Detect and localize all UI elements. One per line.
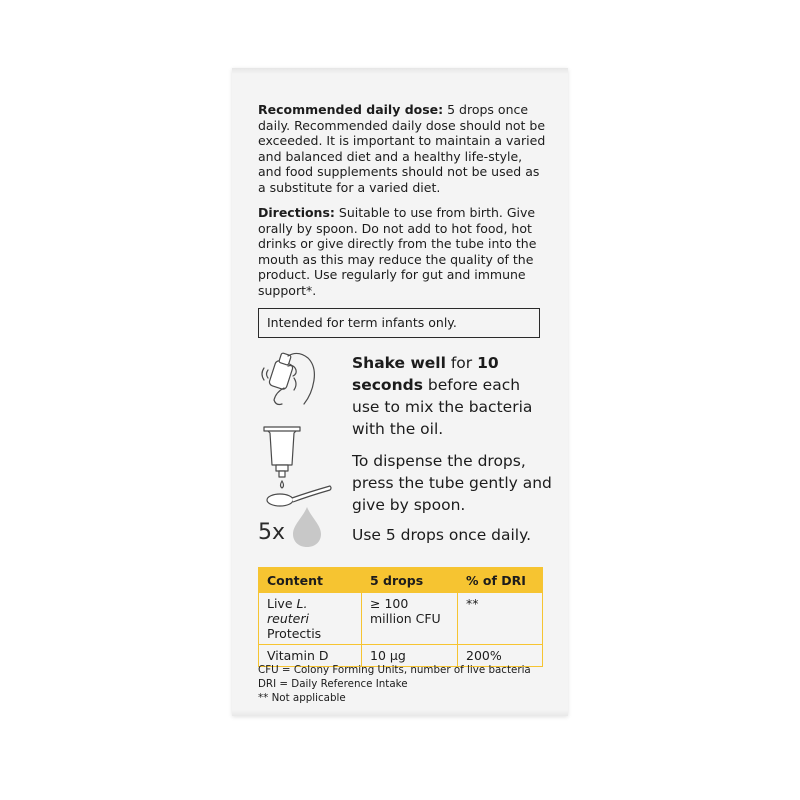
ingredient-italic: L. reuteri <box>267 596 309 626</box>
table-header-amount: 5 drops <box>362 568 458 593</box>
table-header-content: Content <box>259 568 362 593</box>
drop-count: 5x <box>258 520 286 545</box>
shake-bold-2: 10 seconds <box>352 354 499 394</box>
table-header-row <box>259 568 543 593</box>
table-cell-dri: ** <box>458 593 543 645</box>
footnote-dri: DRI = Daily Reference Intake <box>258 678 408 690</box>
shake-instruction <box>352 352 552 440</box>
panel-bottom-edge <box>232 710 568 716</box>
dose-label: Recommended daily dose: <box>258 102 444 117</box>
table-cell-amount: 10 µg <box>362 645 458 667</box>
directions-label: Directions: <box>258 205 335 220</box>
term-infants-notice: Intended for term infants only. <box>258 308 540 338</box>
dose-text: 5 drops once daily. Recommended daily dose should not be exceeded. It is important to maintain a varied and balanced diet and a healthy life-style, and food supplements should not be used as a substitute for a varied diet. <box>258 102 546 195</box>
table-cell-amount: ≥ 100 million CFU <box>362 593 458 645</box>
shake-rest: before each use to mix the bacteria with the oil. <box>352 376 533 438</box>
shake-mid: for <box>445 354 478 372</box>
ingredient-line2: Protectis <box>267 626 322 641</box>
directions-paragraph <box>258 205 548 299</box>
table-header-dri: % of DRI <box>458 568 543 593</box>
nutrition-table <box>258 567 543 667</box>
dose-paragraph <box>258 102 548 196</box>
directions-text: Suitable to use from birth. Give orally by spoon. Do not add to hot food, hot drinks or give directly from the tube into the mouth as this may reduce the quality of the product. Use regularly for gut and immune support*. <box>258 205 537 298</box>
table-cell-ingredient: Vitamin D <box>259 645 362 667</box>
shaking-hand-icon <box>258 348 324 412</box>
footnote-cfu: CFU = Colony Forming Units, number of live bacteria <box>258 664 531 676</box>
dispense-instruction: To dispense the drops, press the tube gently and give by spoon. <box>352 452 552 514</box>
table-row <box>259 593 543 645</box>
drop-icon <box>291 505 323 549</box>
shake-bold-1: Shake well <box>352 354 446 372</box>
footnote-na: ** Not applicable <box>258 692 346 704</box>
table-cell-dri: 200% <box>458 645 543 667</box>
panel-top-edge <box>232 68 568 74</box>
use-instruction: Use 5 drops once daily. <box>352 526 531 544</box>
ingredient-prefix: Live <box>267 596 297 611</box>
table-cell-ingredient <box>259 593 362 645</box>
